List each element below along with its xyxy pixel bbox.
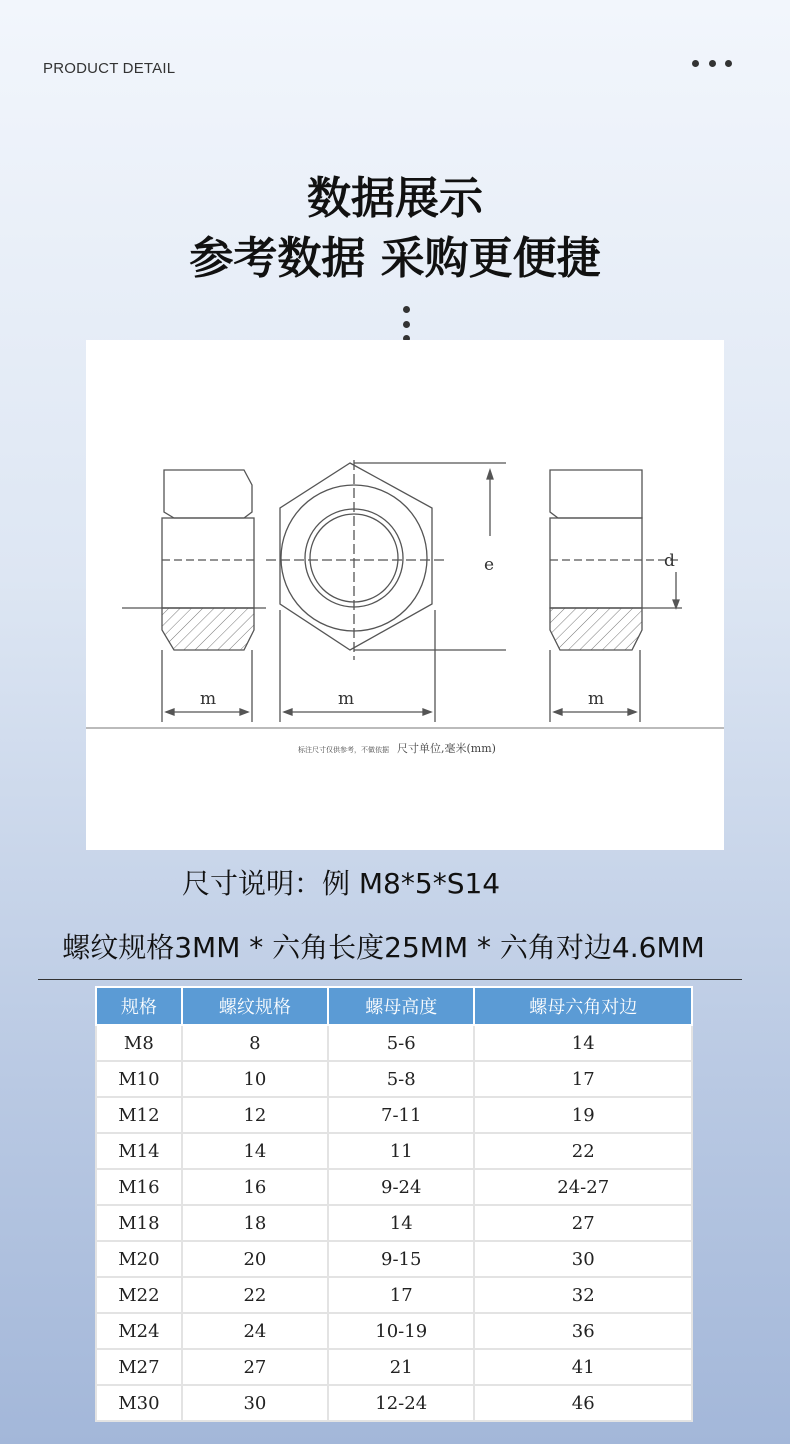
table-row xyxy=(96,1313,692,1349)
right-side-view xyxy=(550,470,682,722)
table-row xyxy=(96,1385,692,1421)
table-row xyxy=(96,1241,692,1277)
table-cell: 32 xyxy=(474,1277,692,1313)
table-cell: 24 xyxy=(182,1313,328,1349)
table-cell: 30 xyxy=(474,1241,692,1277)
note-disclaimer: 标注尺寸仅供参考，不做依据 xyxy=(298,746,389,754)
column-header: 螺母六角对边 xyxy=(474,987,692,1025)
table-cell: 24-27 xyxy=(474,1169,692,1205)
table-row xyxy=(96,1277,692,1313)
table-cell: M14 xyxy=(96,1133,182,1169)
table-cell: 46 xyxy=(474,1385,692,1421)
label-e: e xyxy=(484,555,495,575)
table-cell: M30 xyxy=(96,1385,182,1421)
spec-table xyxy=(95,986,693,1422)
table-cell: 41 xyxy=(474,1349,692,1385)
table-cell: 18 xyxy=(182,1205,328,1241)
table-cell: M12 xyxy=(96,1097,182,1133)
table-cell: 12-24 xyxy=(328,1385,474,1421)
table-cell: 21 xyxy=(328,1349,474,1385)
table-cell: 36 xyxy=(474,1313,692,1349)
table-cell: 10-19 xyxy=(328,1313,474,1349)
table-cell: 22 xyxy=(182,1277,328,1313)
table-cell: 12 xyxy=(182,1097,328,1133)
table-cell: 20 xyxy=(182,1241,328,1277)
table-cell: M24 xyxy=(96,1313,182,1349)
table-cell: M27 xyxy=(96,1349,182,1385)
note-unit: 尺寸单位,毫米(mm) xyxy=(397,742,496,755)
table-cell: M20 xyxy=(96,1241,182,1277)
table-cell: 5-6 xyxy=(328,1025,474,1061)
table-cell: 27 xyxy=(182,1349,328,1385)
column-header: 螺母高度 xyxy=(328,987,474,1025)
table-cell: M18 xyxy=(96,1205,182,1241)
table-cell: 14 xyxy=(474,1025,692,1061)
table-cell: M22 xyxy=(96,1277,182,1313)
table-cell: 27 xyxy=(474,1205,692,1241)
dimension-note xyxy=(298,740,496,756)
page-title: 数据展示 xyxy=(307,173,483,224)
table-cell: 8 xyxy=(182,1025,328,1061)
page-subtitle: 参考数据 采购更便捷 xyxy=(189,233,601,284)
table-row xyxy=(96,1097,692,1133)
left-side-view xyxy=(122,470,266,722)
label-d: d xyxy=(664,551,675,571)
label-m-center: m xyxy=(338,689,355,709)
divider xyxy=(38,979,742,980)
table-row xyxy=(96,1025,692,1061)
table-cell: 7-11 xyxy=(328,1097,474,1133)
label-m-right: m xyxy=(588,689,605,709)
table-cell: 19 xyxy=(474,1097,692,1133)
section-label: PRODUCT DETAIL xyxy=(43,60,176,77)
label-m-left: m xyxy=(200,689,217,709)
table-cell: 9-24 xyxy=(328,1169,474,1205)
vertical-dots-icon xyxy=(401,306,411,342)
table-cell: 30 xyxy=(182,1385,328,1421)
table-cell: 17 xyxy=(328,1277,474,1313)
table-row xyxy=(96,1205,692,1241)
column-header: 螺纹规格 xyxy=(182,987,328,1025)
table-cell: 22 xyxy=(474,1133,692,1169)
table-row xyxy=(96,1133,692,1169)
table-cell: 5-8 xyxy=(328,1061,474,1097)
table-cell: 16 xyxy=(182,1169,328,1205)
hex-nut-drawing xyxy=(86,340,724,850)
table-header-row xyxy=(96,987,692,1025)
table-cell: M10 xyxy=(96,1061,182,1097)
column-header: 规格 xyxy=(96,987,182,1025)
table-cell: 14 xyxy=(182,1133,328,1169)
table-cell: M8 xyxy=(96,1025,182,1061)
table-cell: M16 xyxy=(96,1169,182,1205)
table-cell: 14 xyxy=(328,1205,474,1241)
table-row xyxy=(96,1061,692,1097)
table-cell: 17 xyxy=(474,1061,692,1097)
more-options-icon[interactable] xyxy=(692,52,732,74)
table-cell: 9-15 xyxy=(328,1241,474,1277)
table-cell: 10 xyxy=(182,1061,328,1097)
front-view xyxy=(266,460,506,722)
table-row xyxy=(96,1349,692,1385)
size-description: 尺寸说明：例 M8*5*S14 xyxy=(182,867,501,900)
size-detail: 螺纹规格3MM * 六角长度25MM * 六角对边4.6MM xyxy=(62,931,705,964)
table-cell: 11 xyxy=(328,1133,474,1169)
table-row xyxy=(96,1169,692,1205)
